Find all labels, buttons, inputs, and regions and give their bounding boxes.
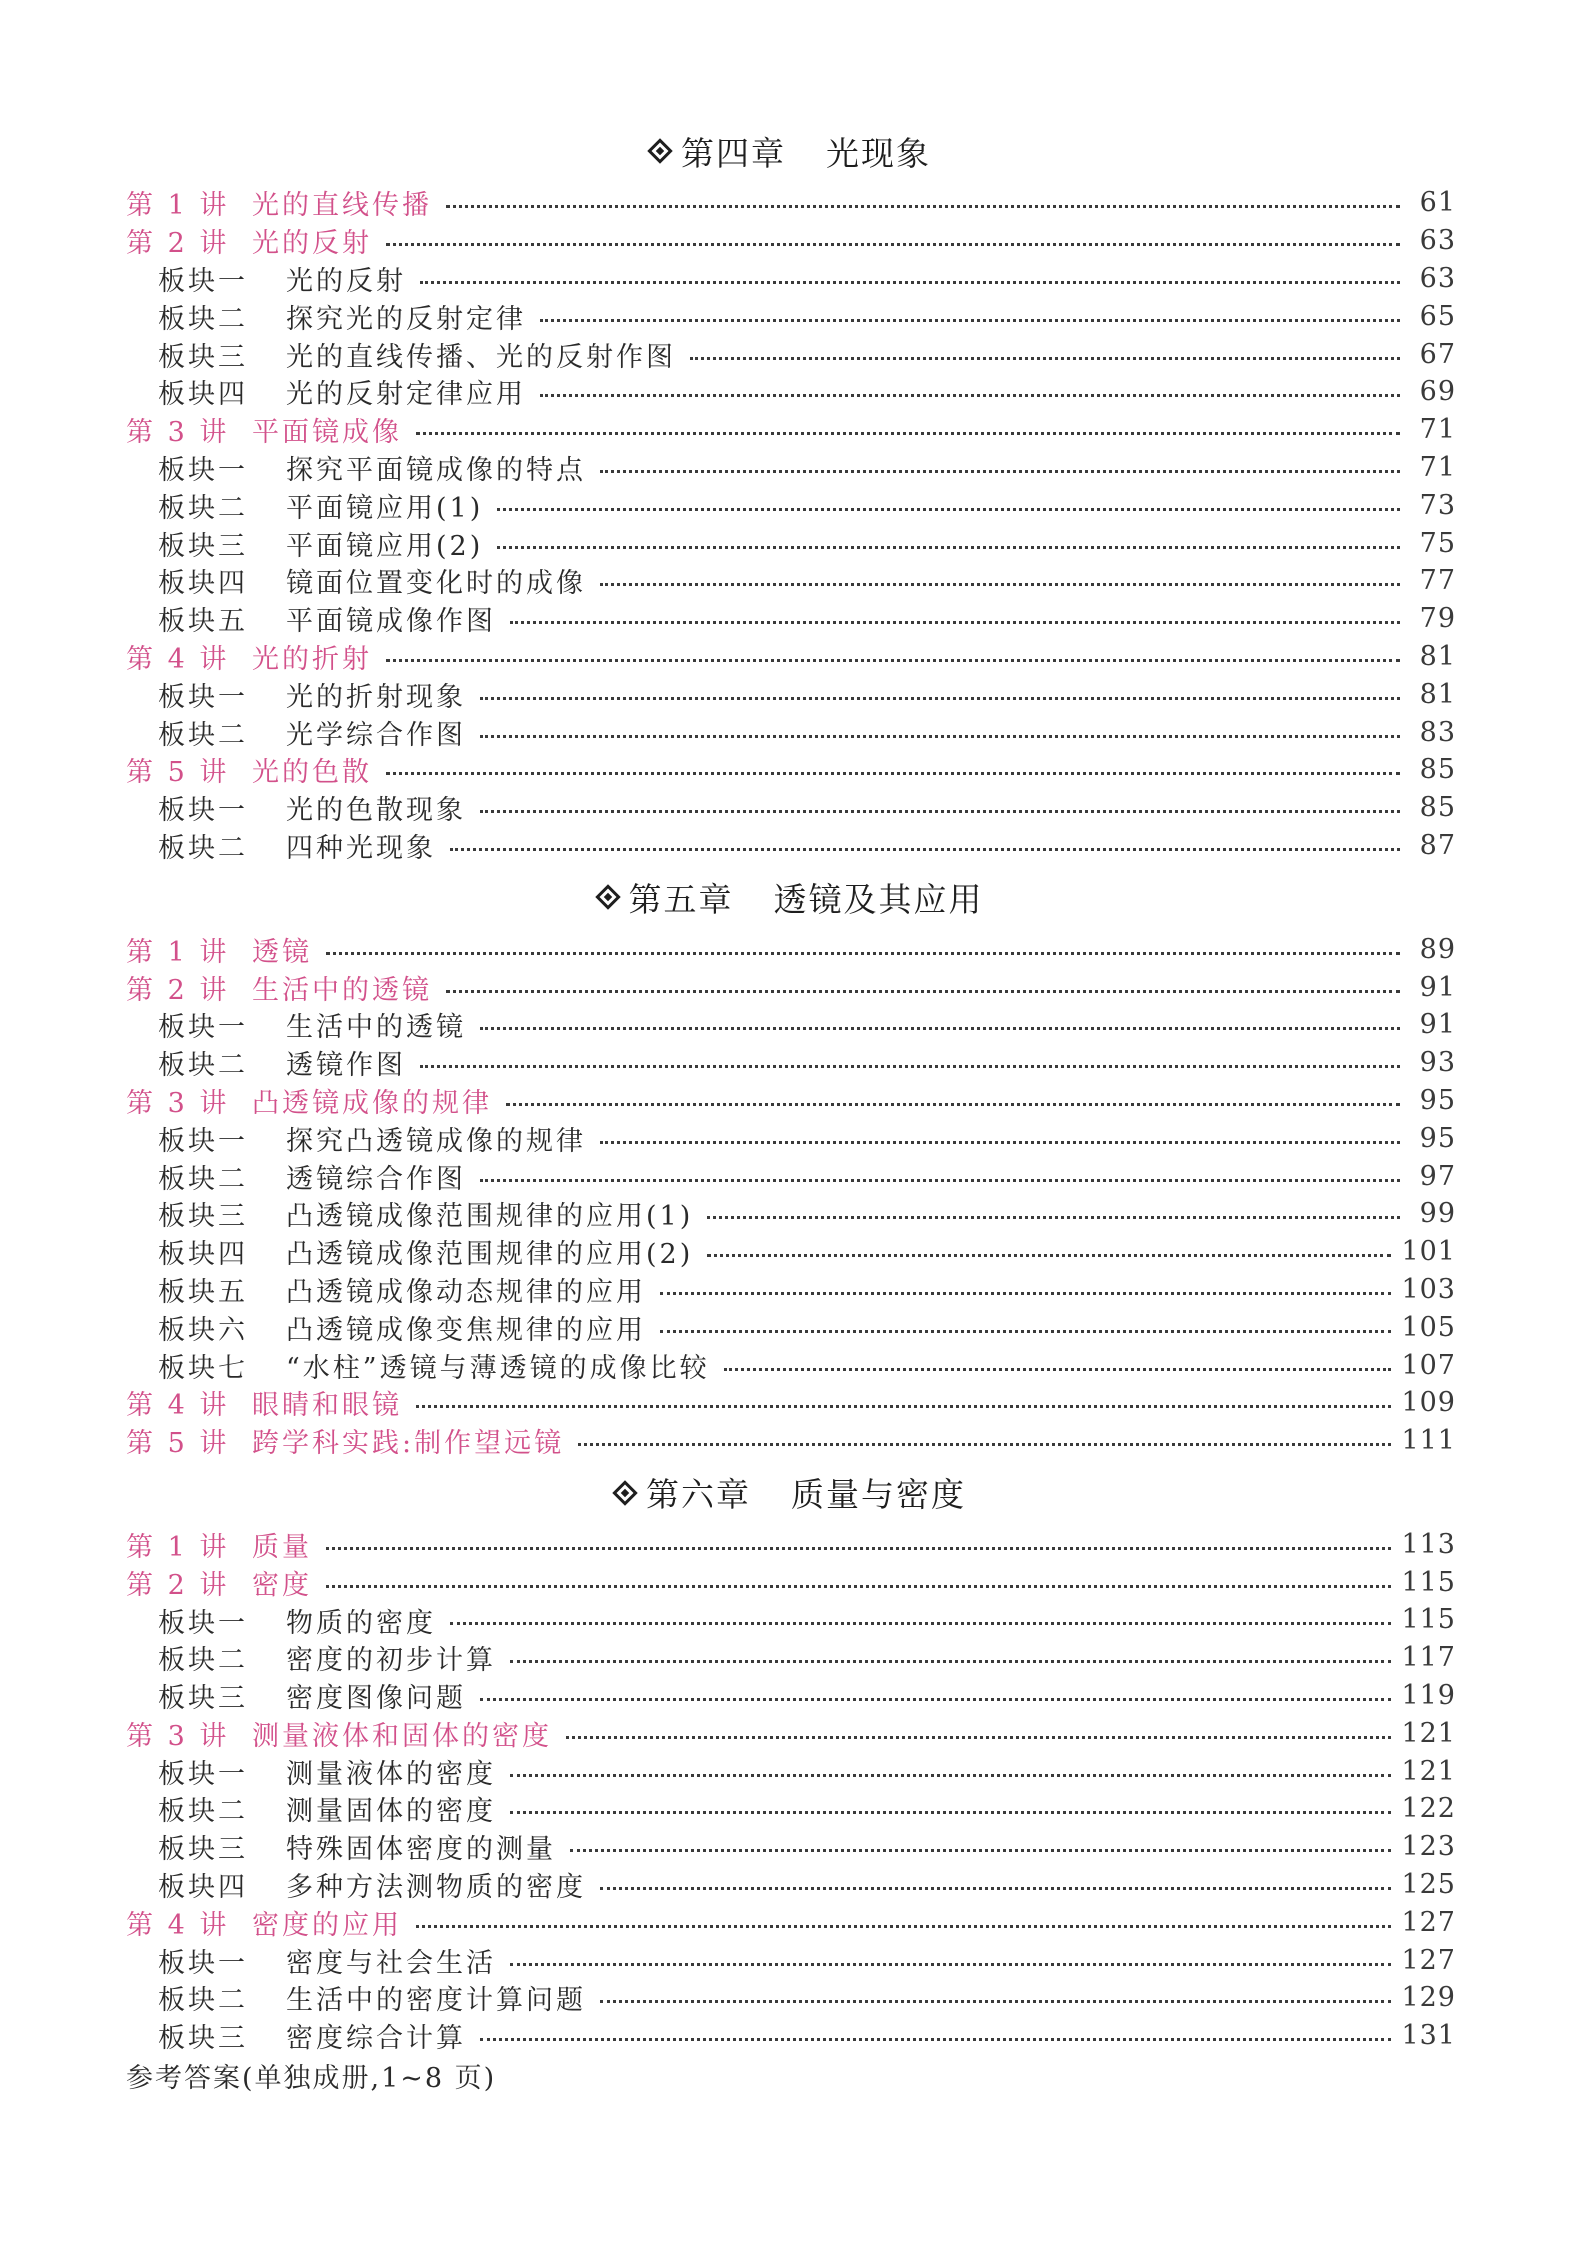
entry-label: 板块四 [158,568,248,600]
chapter-title: 质量与密度 [791,1475,966,1514]
chapter-number: 第六章 [646,1475,751,1514]
entry-label: 板块一 [158,1012,248,1044]
page-number: 79 [1419,603,1456,635]
dot-leader [480,1027,1400,1030]
page-number: 121 [1401,1755,1456,1787]
toc-block-entry[interactable] [126,600,1456,638]
dot-leader [450,1622,1391,1625]
page-number: 117 [1401,1642,1456,1674]
entry-title: 测量固体的密度 [286,1796,496,1828]
entry-label: 板块一 [158,1947,248,1979]
page-number: 109 [1401,1387,1456,1419]
dot-leader [326,952,1400,955]
entry-label: 第 4 讲 [126,1390,230,1422]
toc-lecture-entry[interactable] [126,222,1456,260]
chapter-heading [126,864,1456,930]
toc-block-entry[interactable] [126,524,1456,562]
entry-title: 光的色散 [252,757,372,789]
chapter-heading [126,118,1456,184]
toc-block-entry[interactable] [126,1006,1456,1044]
entry-title: 光的反射定律应用 [286,379,526,411]
dot-leader [446,990,1400,993]
entry-label: 板块四 [158,1872,248,1904]
toc-block-entry[interactable] [126,486,1456,524]
entry-label: 第 2 讲 [126,228,230,260]
toc-lecture-entry[interactable] [126,968,1456,1006]
toc-block-entry[interactable] [126,1346,1456,1384]
dot-leader [497,508,1400,511]
dot-leader [506,1103,1400,1106]
toc-lecture-entry[interactable] [126,1903,1456,1941]
page-number: 65 [1419,300,1456,332]
entry-title: 生活中的密度计算问题 [286,1985,586,2017]
toc-block-entry[interactable] [126,1157,1456,1195]
toc-block-entry[interactable] [126,1677,1456,1715]
chapter-heading [126,1460,1456,1526]
entry-title: 透镜 [252,936,312,968]
page-number: 89 [1419,933,1456,965]
toc-block-entry[interactable] [126,335,1456,373]
toc-block-entry[interactable] [126,1752,1456,1790]
page-number: 71 [1419,451,1456,483]
dot-leader [600,470,1400,473]
entry-title: 平面镜应用(1) [286,492,484,524]
entry-label: 板块一 [158,454,248,486]
dot-leader [510,1660,1391,1663]
entry-title: 平面镜成像 [252,417,402,449]
dot-leader [707,1254,1391,1257]
page-number: 91 [1419,971,1456,1003]
dot-leader [690,357,1400,360]
entry-title: 镜面位置变化时的成像 [286,568,586,600]
entry-title: 凸透镜成像动态规律的应用 [286,1276,646,1308]
entry-title: 凸透镜成像的规律 [252,1087,492,1119]
page-number: 61 [1419,187,1456,219]
toc-block-entry[interactable] [126,1639,1456,1677]
entry-label: 板块二 [158,1050,248,1082]
entry-label: 第 4 讲 [126,1909,230,1941]
entry-title: 眼睛和眼镜 [252,1390,402,1422]
entry-label: 第 1 讲 [126,190,230,222]
toc-lecture-entry[interactable] [126,1082,1456,1120]
dot-leader [480,2038,1391,2041]
toc-lecture-entry[interactable] [126,751,1456,789]
diamond-bullet-icon [647,138,672,163]
entry-label: 板块六 [158,1314,248,1346]
toc-lecture-entry[interactable] [126,1384,1456,1422]
page-number: 119 [1401,1680,1456,1712]
entry-label: 板块三 [158,1834,248,1866]
entry-title: “水柱”透镜与薄透镜的成像比较 [286,1352,710,1384]
page-number: 67 [1419,338,1456,370]
dot-leader [446,205,1400,208]
dot-leader [600,1141,1400,1144]
dot-leader [510,1963,1391,1966]
entry-title: 密度与社会生活 [286,1947,496,1979]
entry-label: 第 4 讲 [126,643,230,675]
dot-leader [420,1065,1400,1068]
answer-key-note: 参考答案(单独成册,1~8 页) [126,2063,497,2094]
page-number: 95 [1419,1084,1456,1116]
entry-title: 多种方法测物质的密度 [286,1872,586,1904]
entry-title: 测量液体和固体的密度 [252,1720,552,1752]
entry-title: 探究平面镜成像的特点 [286,454,586,486]
page-number: 131 [1401,2020,1456,2052]
page-number: 77 [1419,565,1456,597]
entry-title: 密度综合计算 [286,2023,466,2055]
entry-label: 板块二 [158,1796,248,1828]
entry-label: 板块四 [158,379,248,411]
dot-leader [326,1585,1391,1588]
page-number: 83 [1419,716,1456,748]
page-number: 87 [1419,829,1456,861]
page-number: 123 [1401,1831,1456,1863]
page-number: 127 [1401,1906,1456,1938]
dot-leader [660,1330,1391,1333]
entry-label: 板块三 [158,1683,248,1715]
dot-leader [600,2000,1391,2003]
dot-leader [600,1887,1391,1890]
toc-block-entry[interactable] [126,1308,1456,1346]
entry-label: 板块二 [158,1645,248,1677]
entry-title: 平面镜成像作图 [286,606,496,638]
dot-leader [386,772,1400,775]
entry-title: 光的直线传播、光的反射作图 [286,341,676,373]
toc-block-entry[interactable] [126,297,1456,335]
toc-lecture-entry[interactable] [126,1422,1456,1460]
page-number: 103 [1401,1273,1456,1305]
entry-label: 板块三 [158,530,248,562]
entry-title: 特殊固体密度的测量 [286,1834,556,1866]
dot-leader [540,319,1400,322]
toc-lecture-entry[interactable] [126,1714,1456,1752]
toc-block-entry[interactable] [126,1790,1456,1828]
entry-title: 生活中的透镜 [252,974,432,1006]
toc-block-entry[interactable] [126,789,1456,827]
entry-label: 板块二 [158,719,248,751]
table-of-contents [126,118,1456,2055]
toc-block-entry[interactable] [126,1119,1456,1157]
page-number: 97 [1419,1160,1456,1192]
entry-label: 板块一 [158,1125,248,1157]
entry-title: 探究凸透镜成像的规律 [286,1125,586,1157]
page-number: 105 [1401,1311,1456,1343]
toc-block-entry[interactable] [126,1828,1456,1866]
dot-leader [416,1405,1391,1408]
dot-leader [660,1292,1391,1295]
entry-title: 光的折射 [252,643,372,675]
dot-leader [386,243,1400,246]
toc-block-entry[interactable] [126,1866,1456,1904]
entry-label: 板块三 [158,2023,248,2055]
entry-title: 探究光的反射定律 [286,303,526,335]
page-number: 111 [1401,1425,1456,1457]
entry-title: 物质的密度 [286,1607,436,1639]
dot-leader [420,281,1400,284]
entry-title: 光的反射 [286,266,406,297]
toc-block-entry[interactable] [126,1271,1456,1309]
entry-title: 光的折射现象 [286,681,466,713]
toc-block-entry[interactable] [126,1941,1456,1979]
entry-title: 质量 [252,1531,312,1563]
page-number: 107 [1401,1349,1456,1381]
entry-label: 板块二 [158,1163,248,1195]
toc-block-entry[interactable] [126,1195,1456,1233]
page-number: 71 [1419,414,1456,446]
page-number: 85 [1419,792,1456,824]
toc-block-entry[interactable] [126,1044,1456,1082]
toc-block-entry[interactable] [126,675,1456,713]
page-number: 63 [1419,225,1456,257]
dot-leader [570,1849,1391,1852]
page-number: 122 [1401,1793,1456,1825]
entry-title: 凸透镜成像变焦规律的应用 [286,1314,646,1346]
entry-title: 密度的初步计算 [286,1645,496,1677]
entry-label: 第 3 讲 [126,1087,230,1119]
page-number: 121 [1401,1717,1456,1749]
toc-block-entry[interactable] [126,562,1456,600]
page-number: 69 [1419,376,1456,408]
entry-title: 光的反射 [252,228,372,260]
entry-title: 平面镜应用(2) [286,530,484,562]
entry-title: 透镜作图 [286,1050,406,1082]
page-number: 113 [1401,1528,1456,1560]
entry-label: 板块一 [158,681,248,713]
entry-title: 测量液体的密度 [286,1758,496,1790]
entry-label: 板块一 [158,1607,248,1639]
entry-label: 板块二 [158,492,248,524]
entry-label: 板块二 [158,1985,248,2017]
entry-label: 板块五 [158,1276,248,1308]
page-number: 125 [1401,1869,1456,1901]
entry-label: 第 1 讲 [126,1531,230,1563]
entry-label: 板块三 [158,1201,248,1233]
dot-leader [566,1736,1391,1739]
dot-leader [510,621,1400,624]
entry-title: 密度 [252,1569,312,1601]
entry-label: 板块一 [158,266,248,297]
page-number: 85 [1419,754,1456,786]
toc-lecture-entry[interactable] [126,1563,1456,1601]
page-number: 63 [1419,262,1456,294]
page-number: 115 [1401,1604,1456,1636]
page-number: 81 [1419,678,1456,710]
entry-label: 第 5 讲 [126,757,230,789]
toc-block-entry[interactable] [126,449,1456,487]
dot-leader [724,1368,1392,1371]
entry-label: 板块五 [158,606,248,638]
chapter-number: 第五章 [628,879,734,919]
chapter-number: 第四章 [681,133,786,173]
entry-label: 第 2 讲 [126,974,230,1006]
page-number: 115 [1401,1566,1456,1598]
page-number: 101 [1401,1236,1456,1268]
page-number: 93 [1419,1047,1456,1079]
entry-title: 光学综合作图 [286,719,466,751]
toc-block-entry[interactable] [126,713,1456,751]
entry-label: 板块一 [158,1758,248,1790]
entry-label: 板块三 [158,341,248,373]
toc-block-entry[interactable] [126,1601,1456,1639]
entry-title: 光的色散现象 [286,795,466,827]
dot-leader [540,394,1400,397]
entry-label: 板块二 [158,303,248,335]
toc-block-entry[interactable] [126,260,1456,298]
dot-leader [510,1811,1391,1814]
dot-leader [416,1925,1391,1928]
chapter-title: 光现象 [826,133,931,173]
entry-label: 第 5 讲 [126,1428,230,1460]
dot-leader [497,546,1400,549]
dot-leader [480,735,1400,738]
page-number: 73 [1419,489,1456,521]
toc-lecture-entry[interactable] [126,184,1456,222]
toc-lecture-entry[interactable] [126,411,1456,449]
entry-title: 四种光现象 [286,832,436,864]
toc-lecture-entry[interactable] [126,638,1456,676]
entry-label: 第 2 讲 [126,1569,230,1601]
dot-leader [510,1774,1391,1777]
entry-title: 凸透镜成像范围规律的应用(1) [286,1201,694,1233]
entry-title: 凸透镜成像范围规律的应用(2) [286,1239,694,1271]
dot-leader [480,1179,1400,1182]
entry-label: 板块二 [158,832,248,864]
dot-leader [600,583,1400,586]
dot-leader [480,810,1400,813]
chapter-title: 透镜及其应用 [773,879,984,919]
toc-lecture-entry[interactable] [126,930,1456,968]
diamond-bullet-icon [612,1480,637,1505]
entry-title: 密度的应用 [252,1909,402,1941]
page-number: 127 [1401,1944,1456,1976]
dot-leader [416,432,1400,435]
dot-leader [480,697,1400,700]
entry-label: 第 3 讲 [126,417,230,449]
entry-title: 光的直线传播 [252,190,432,222]
entry-label: 第 3 讲 [126,1720,230,1752]
entry-label: 板块一 [158,795,248,827]
entry-label: 第 1 讲 [126,936,230,968]
toc-lecture-entry[interactable] [126,1526,1456,1564]
page-number: 95 [1419,1122,1456,1154]
dot-leader [450,848,1400,851]
dot-leader [326,1547,1391,1550]
page-number: 99 [1419,1198,1456,1230]
dot-leader [707,1216,1400,1219]
dot-leader [386,659,1400,662]
entry-title: 透镜综合作图 [286,1163,466,1195]
entry-label: 板块七 [158,1352,248,1384]
diamond-bullet-icon [595,885,620,910]
toc-block-entry[interactable] [126,827,1456,865]
entry-title: 跨学科实践:制作望远镜 [252,1428,565,1460]
toc-block-entry[interactable] [126,2017,1456,2055]
entry-title: 密度图像问题 [286,1683,466,1715]
page-number: 75 [1419,527,1456,559]
page-number: 129 [1401,1982,1456,2014]
toc-block-entry[interactable] [126,1979,1456,2017]
toc-block-entry[interactable] [126,1233,1456,1271]
dot-leader [578,1443,1391,1446]
dot-leader [480,1698,1391,1701]
page-number: 91 [1419,1009,1456,1041]
page-number: 81 [1419,640,1456,672]
entry-label: 板块四 [158,1239,248,1271]
entry-title: 生活中的透镜 [286,1012,466,1044]
toc-block-entry[interactable] [126,373,1456,411]
